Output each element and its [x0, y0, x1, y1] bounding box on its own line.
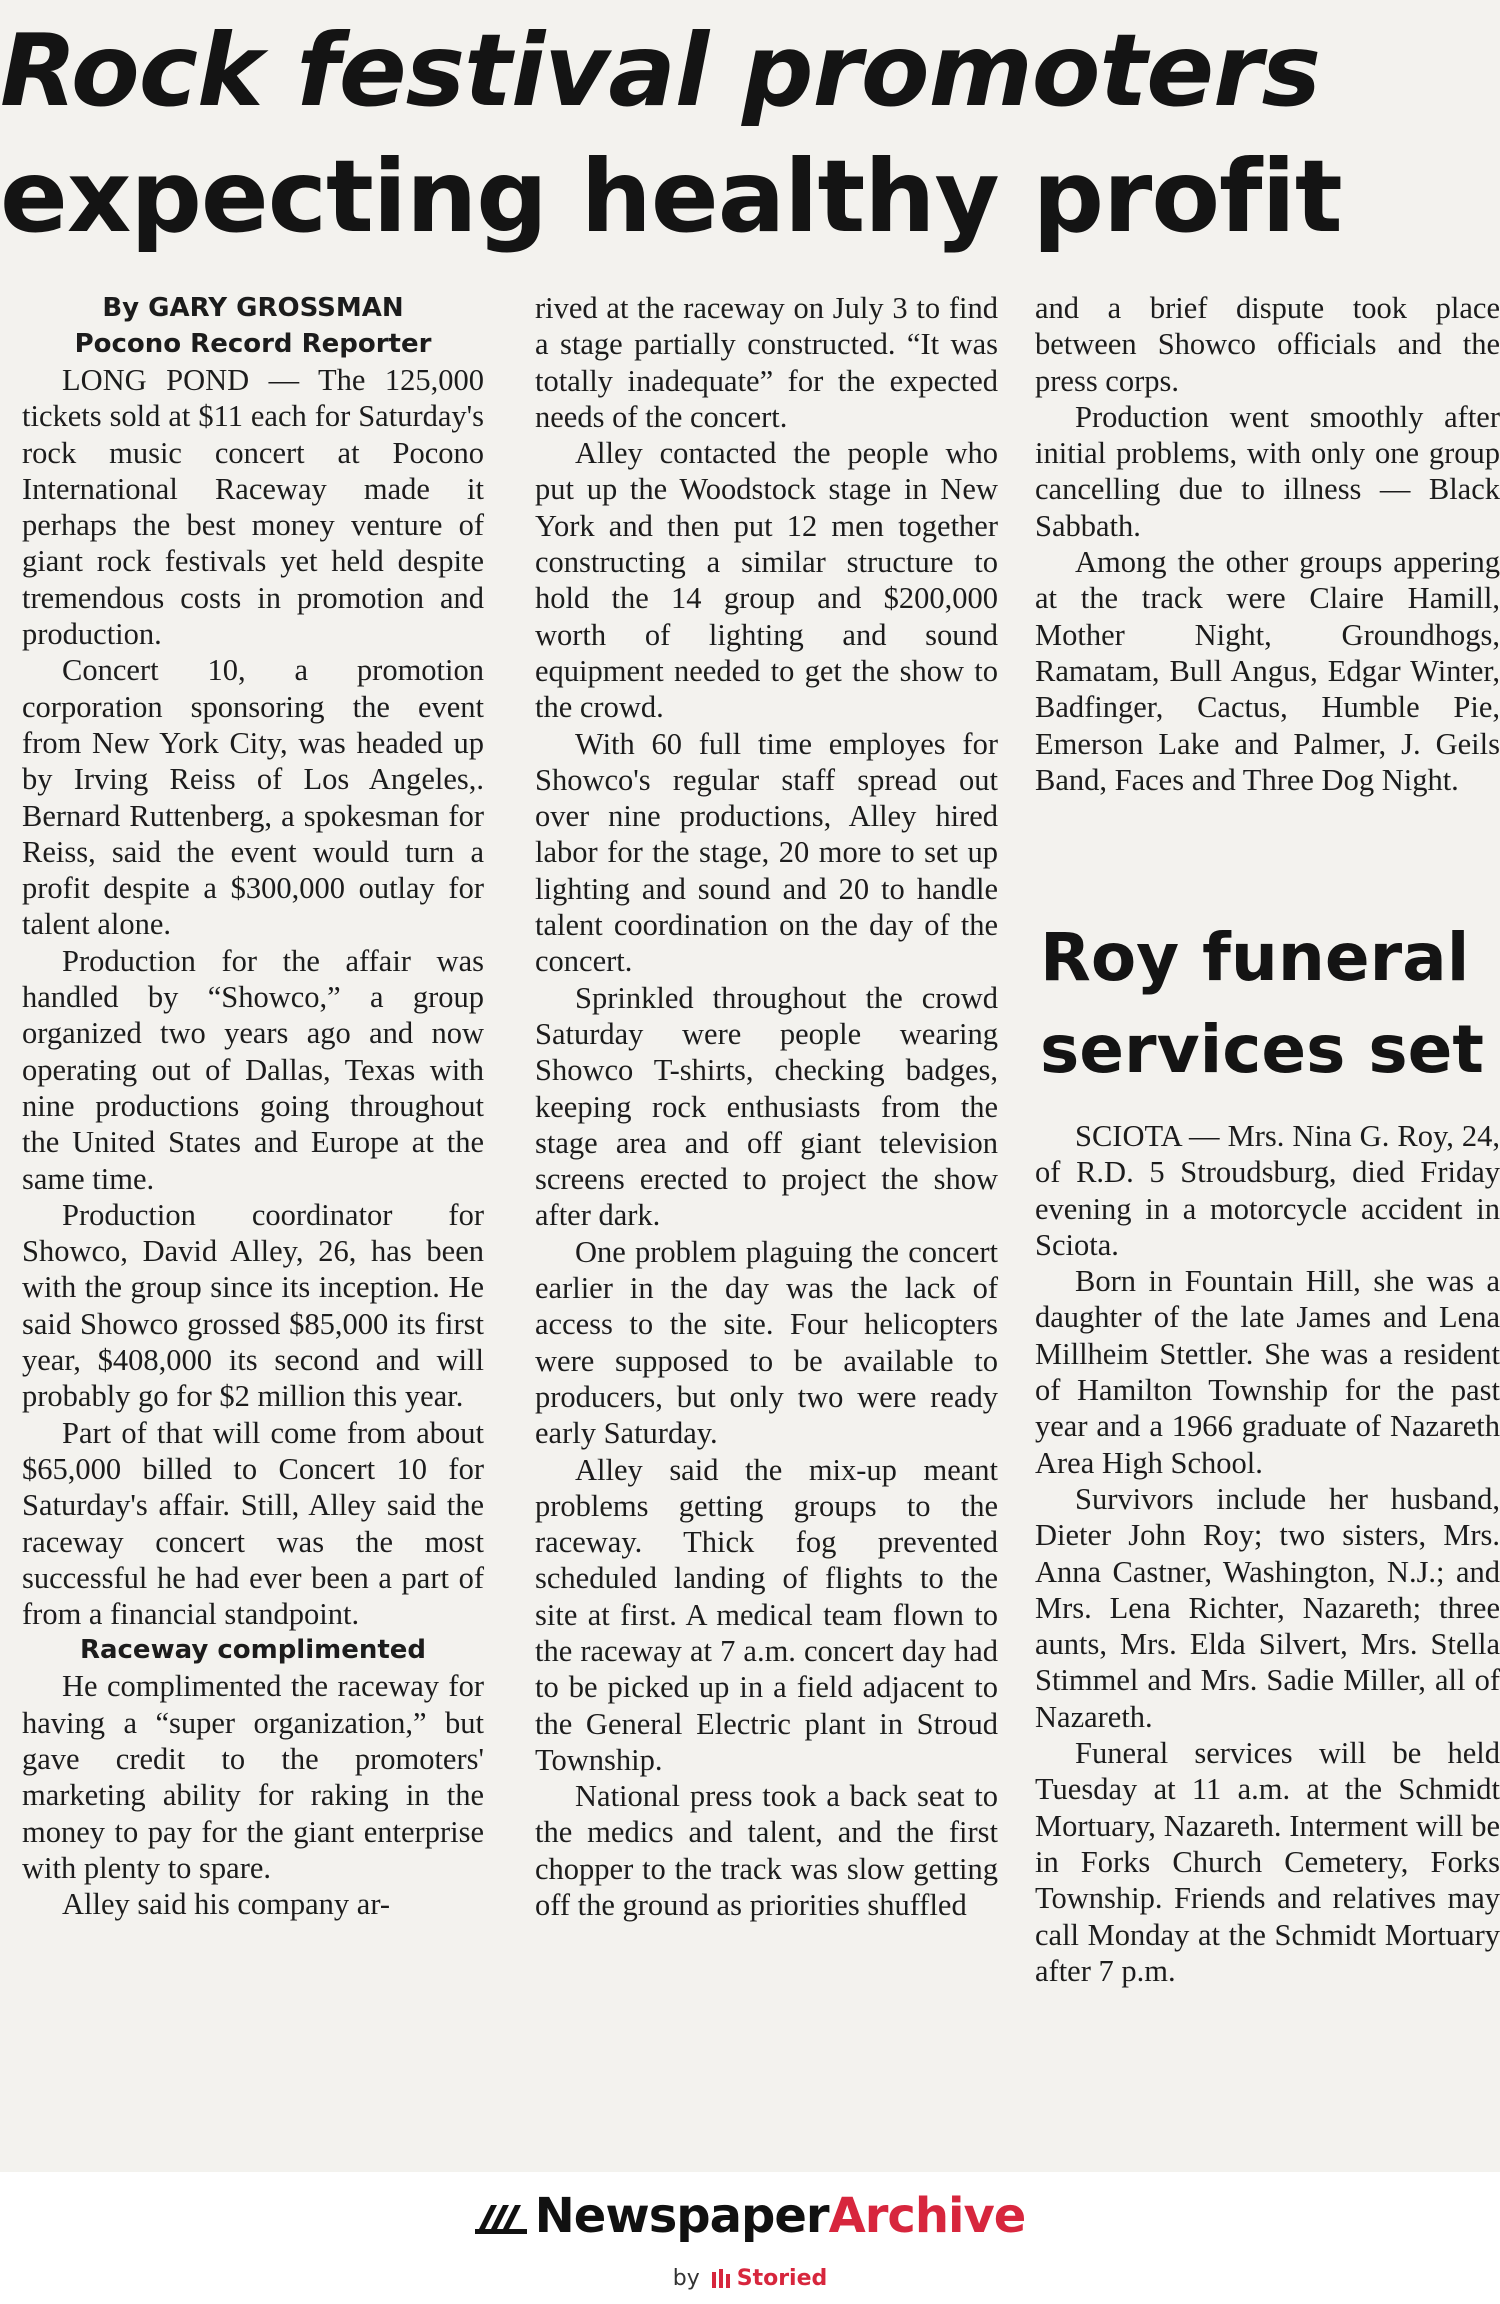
storied-bars-icon [711, 2268, 733, 2290]
newspaperarchive-logo[interactable] [0, 2188, 1500, 2244]
roy-headline: Roy funeral services set [1040, 919, 1484, 1088]
brand-newspaper: Newspaper [534, 2188, 829, 2244]
article-paragraph: He complimented the raceway for having a “super organization,” but gave credit to the promoters' marketing ability for raking in the money to pay for the giant enterprise with plenty to spare. [22, 1669, 484, 1885]
article-column-2 [535, 290, 998, 1923]
article-paragraph: Alley said his company ar- [62, 1887, 391, 1922]
roy-paragraph: SCIOTA — Mrs. Nina G. Roy, 24, of R.D. 5 Stroudsburg, died Friday evening in a motorcycle accident in Sciota. [1035, 1119, 1500, 1262]
brand-archive: Archive [828, 2188, 1026, 2244]
article-paragraph: LONG POND — The 125,000 tickets sold at $11 each for Saturday's rock music concert at Pocono International Raceway made it perhaps the best money venture of giant rock festivals yet held despite tremendous costs in promotion and production. [22, 363, 484, 652]
roy-paragraph: Born in Fountain Hill, she was a daughter of the late James and Lena Millheim Stettler. She was a resident of Hamilton Township for the past year and a 1966 graduate of Nazareth Area High School. [1035, 1264, 1500, 1480]
article-paragraph: Production coordinator for Showco, David Alley, 26, has been with the group since its inception. He said Showco grossed $85,000 its first year, $408,000 its second and will probably go for $2 million this year. [22, 1197, 484, 1414]
roy-paragraph: Survivors include her husband, Dieter John Roy; two sisters, Mrs. Anna Castner, Washington, N.J.; and Mrs. Lena Richter, Nazareth; three aunts, Mrs. Elda Silvert, Mrs. Stella Stimmel and Mrs. Sadie Miller, all of Nazareth. [1035, 1481, 1500, 1734]
article-paragraph: Concert 10, a promotion corporation sponsoring the event from New York City, was headed up by Irving Reiss of Los Angeles,. Bernard Ruttenberg, a spokesman for Reiss, said the event would turn a profit despite a $300,000 outlay for talent alone. [22, 653, 484, 942]
roy-article-column [1035, 1118, 1500, 1989]
section-subhead: Raceway complimented [79, 1635, 427, 1666]
roy-paragraph: Funeral services will be held Tuesday at 11 a.m. at the Schmidt Mortuary, Nazareth. Interment will be in Forks Church Cemetery, Forks Township. Friends and relatives may call Monday at the Schmidt Mortuary after 7 p.m. [1035, 1736, 1500, 1988]
brand-mark-icon [475, 2199, 529, 2239]
article-paragraph: Production for the affair was handled by “Showco,” a group organized two years ago and now operating out of Dallas, Texas with nine productions going throughout the United States and Europe at the same time. [22, 943, 484, 1196]
article-column-1 [22, 290, 484, 1922]
storied-text: Storied [736, 2266, 828, 2291]
article-paragraph: With 60 full time employes for Showco's regular staff spread out over nine productions, Alley hired labor for the stage, 20 more to set up lighting and sound and 20 to handle talent coordination on the day of the concert. [535, 726, 998, 979]
by-text: by [672, 2266, 700, 2291]
article-column-3 [1035, 290, 1500, 798]
byline-author: By GARY GROSSMAN [102, 293, 404, 323]
storied-tagline [0, 2266, 1500, 2291]
headline-line-1: Rock festival promoters [0, 12, 1320, 129]
article-paragraph: National press took a back seat to the medics and talent, and the first chopper to the track was slow getting off the ground as priorities shuffled [535, 1779, 998, 1923]
article-paragraph: Among the other groups appering at the track were Claire Hamill, Mother Night, Groundhogs, Ramatam, Bull Angus, Edgar Winter, Badfinger, Cactus, Humble Pie, Emerson Lake and Palmer, J. Geils Band, Faces and Three Dog Night. [1035, 545, 1500, 797]
article-paragraph: Sprinkled throughout the crowd Saturday were people wearing Showco T-shirts, checking badges, keeping rock enthusiasts from the stage area and off giant television screens erected to project the show after dark. [535, 980, 998, 1233]
article-paragraph: Part of that will come from about $65,000 billed to Concert 10 for Saturday's affair. Still, Alley said the raceway concert was the most successful he had ever been a part of from a financial standpoint. [22, 1415, 484, 1632]
headline-line-2: expecting healthy profit [0, 138, 1342, 255]
article-paragraph: and a brief dispute took place between Showco officials and the press corps. [1035, 291, 1500, 398]
article-paragraph: One problem plaguing the concert earlier in the day was the lack of access to the site. Four helicopters were supposed to be available to producers, but only two were ready early Saturday. [535, 1234, 998, 1451]
article-paragraph: rived at the raceway on July 3 to find a stage partially constructed. “It was totally inadequate” for the expected needs of the concert. [535, 291, 998, 434]
byline-role: Pocono Record Reporter [74, 329, 432, 359]
article-paragraph: Production went smoothly after initial problems, with only one group cancelling due to illness — Black Sabbath. [1035, 399, 1500, 543]
article-paragraph: Alley contacted the people who put up the Woodstock stage in New York and then put 12 men together constructing a similar structure to hold the 14 group and $200,000 worth of lighting and sound equipment needed to get the show to the crowd. [535, 436, 998, 725]
main-headline [0, 8, 1500, 260]
article-paragraph: Alley said the mix-up meant problems getting groups to the raceway. Thick fog prevented scheduled landing of flights to the site at first. A medical team flown to the raceway at 7 a.m. concert day had to be picked up in a field adjacent to the General Electric plant in Stroud Township. [535, 1452, 998, 1777]
